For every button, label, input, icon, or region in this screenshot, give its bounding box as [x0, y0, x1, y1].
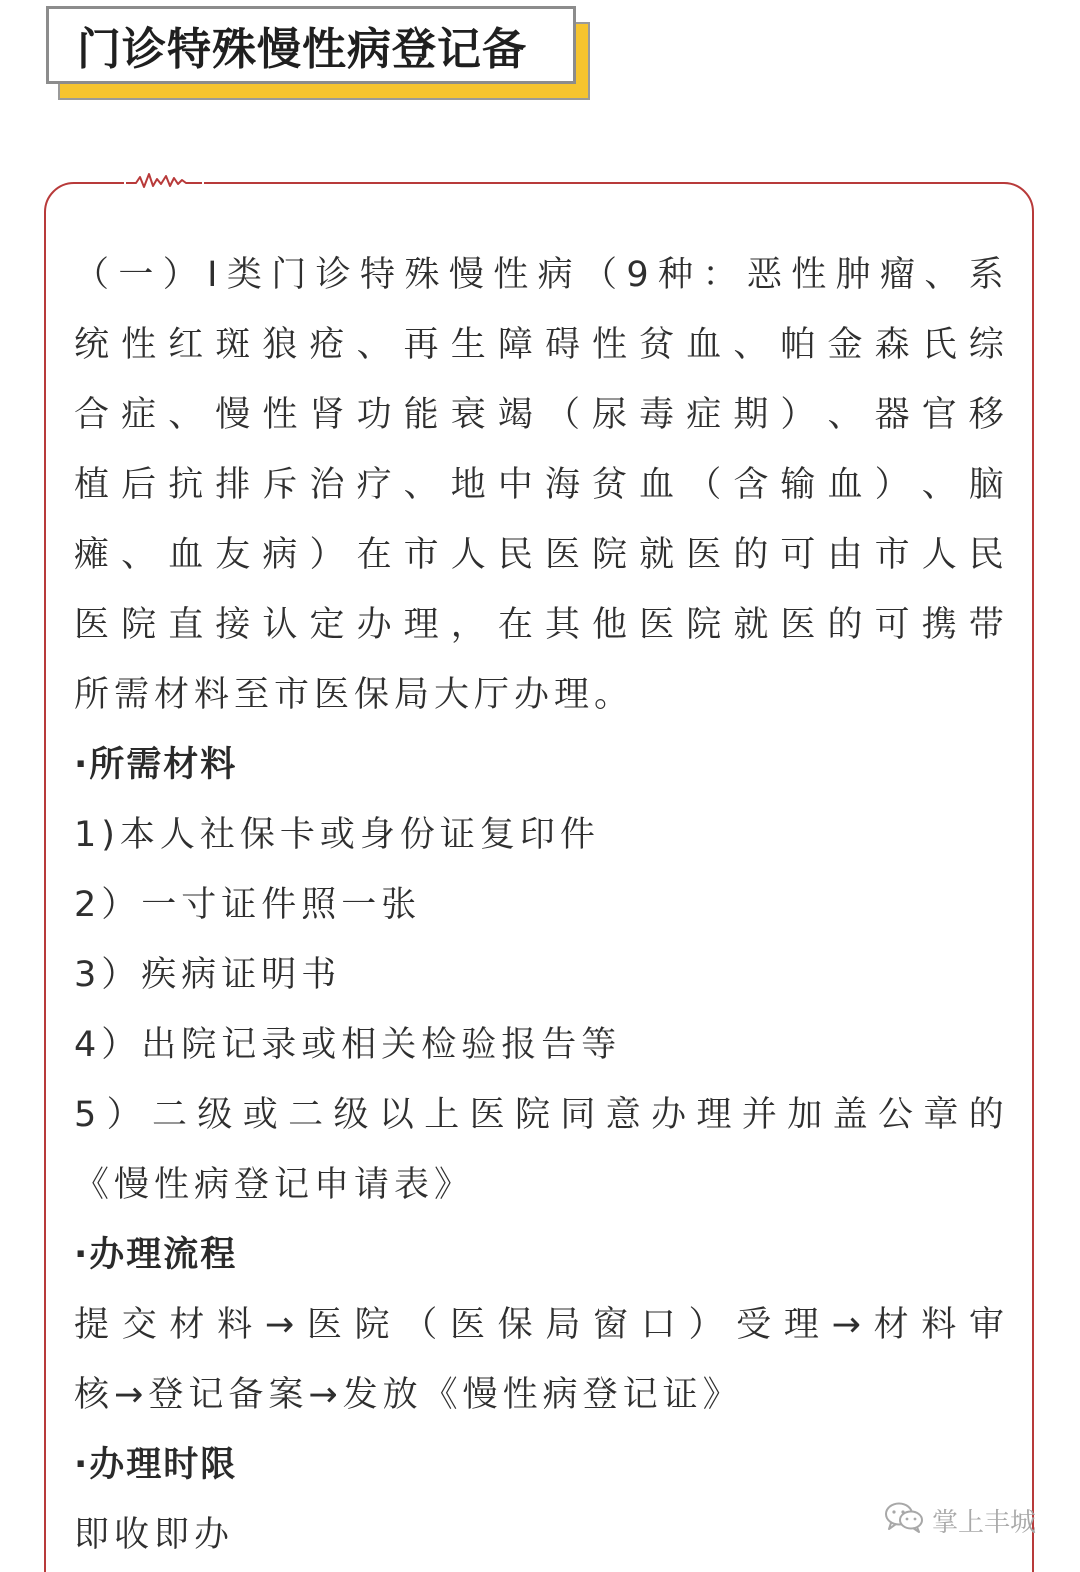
squiggle-decoration: [124, 168, 204, 194]
section-heading-process: ·办理流程: [74, 1235, 238, 1275]
paragraph-line: 统 性 红 斑 狼 疮 、 再 生 障 碍 性 贫 血 、 帕 金 森 氏 综: [74, 325, 1004, 365]
wechat-icon: [884, 1501, 924, 1540]
process-line: 提 交 材 料 → 医 院 （ 医 保 局 窗 口 ） 受 理 → 材 料 审: [74, 1305, 1004, 1345]
title-box: [46, 6, 576, 84]
watermark-text: 掌上丰城: [932, 1507, 1037, 1538]
paragraph-line: 瘫 、 血 友 病 ） 在 市 人 民 医 院 就 医 的 可 由 市 人 民: [74, 535, 1004, 575]
paragraph-line: 医 院 直 接 认 定 办 理 ， 在 其 他 医 院 就 医 的 可 携 带: [74, 605, 1004, 645]
material-item: 1)本人社保卡或身份证复印件: [74, 815, 600, 855]
material-item: 3）疾病证明书: [74, 955, 342, 995]
content-body: [74, 240, 1004, 1570]
page-title: 门诊特殊慢性病登记备: [77, 24, 527, 75]
material-item: 《慢性病登记申请表》: [74, 1165, 475, 1205]
material-item: 2）一寸证件照一张: [74, 885, 422, 925]
time-limit-text: 即收即办: [74, 1515, 235, 1555]
paragraph-line: 植 后 抗 排 斥 治 疗 、 地 中 海 贫 血 （ 含 输 血 ） 、 脑: [74, 465, 1004, 505]
watermark: [884, 1500, 1036, 1540]
material-item: 4）出院记录或相关检验报告等: [74, 1025, 622, 1065]
paragraph-line: 所需材料至市医保局大厅办理。: [74, 675, 635, 715]
section-heading-time-limit: ·办理时限: [74, 1445, 238, 1485]
section-heading-materials: ·所需材料: [74, 745, 238, 785]
title-block: [46, 6, 592, 102]
process-line: 核→登记备案→发放《慢性病登记证》: [74, 1375, 743, 1415]
paragraph-line: 合 症 、 慢 性 肾 功 能 衰 竭 （ 尿 毒 症 期 ） 、 器 官 移: [74, 395, 1004, 435]
material-item: 5 ） 二 级 或 二 级 以 上 医 院 同 意 办 理 并 加 盖 公 章 的: [74, 1095, 1004, 1135]
paragraph-line: （ 一 ） I 类 门 诊 特 殊 慢 性 病 （ 9 种 ： 恶 性 肿 瘤 、 系: [74, 255, 1004, 295]
